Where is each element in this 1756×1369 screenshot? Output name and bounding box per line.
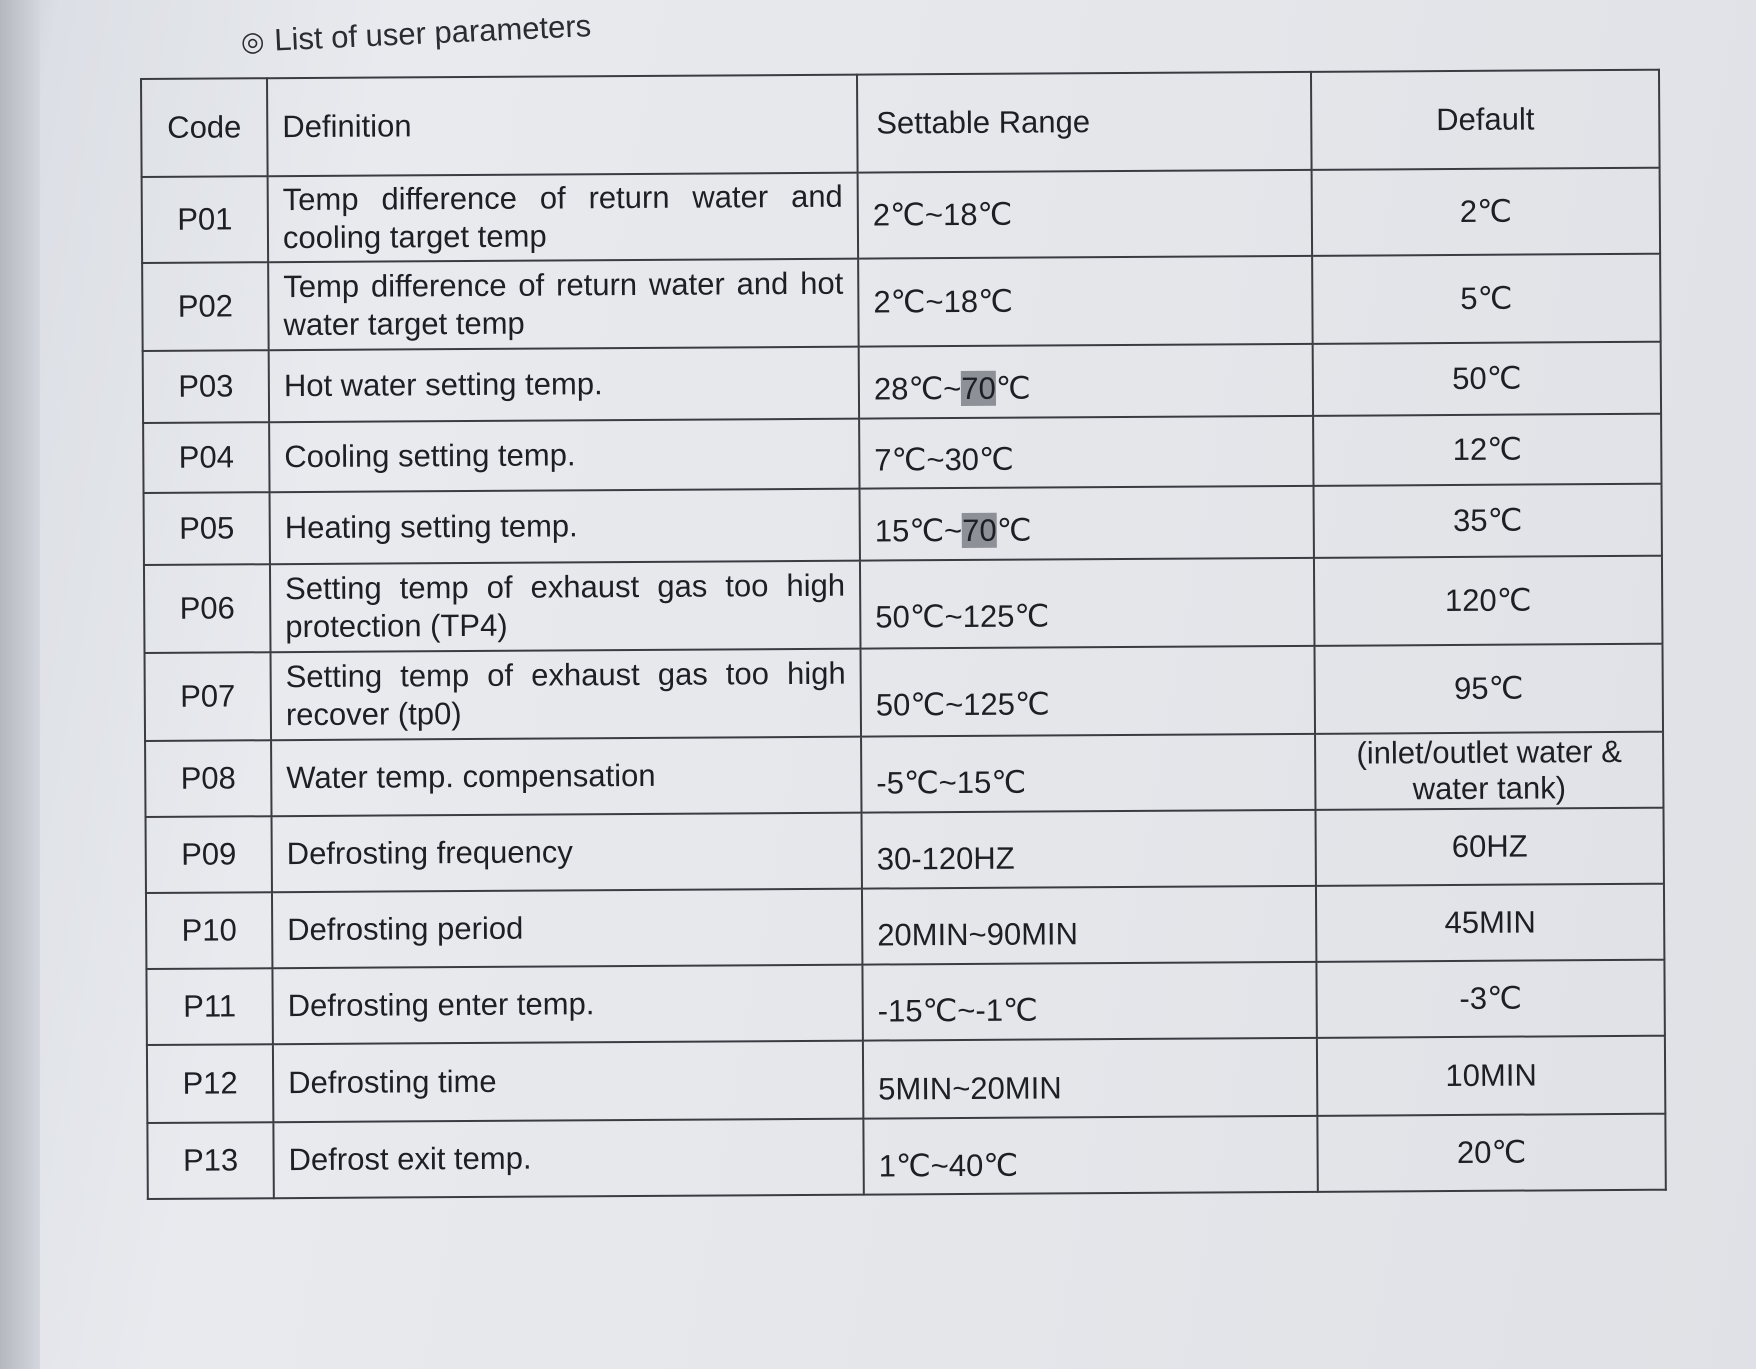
code-cell: P13 [147,1122,273,1199]
definition-cell: Temp difference of return water and cooling target temp [268,173,859,263]
range-unit: ℃ [996,512,1032,548]
definition-cell: Hot water setting temp. [269,347,859,423]
definition-cell: Defrosting frequency [272,813,862,893]
code-cell: P07 [145,652,272,741]
range-cell [859,344,1313,419]
table-row [142,168,1660,263]
definition-cell: Defrosting time [273,1041,863,1123]
code-cell: P03 [143,350,269,423]
user-parameters-table [140,69,1667,1200]
highlighted-value: 70 [962,512,997,548]
range-cell: 50℃~125℃ [860,558,1315,649]
default-cell: 10MIN [1317,1036,1665,1116]
range-text: 28℃~ [873,370,962,407]
code-cell: P01 [142,176,269,263]
default-cell: 12℃ [1313,414,1661,486]
range-cell: 7℃~30℃ [859,416,1313,489]
range-cell [860,486,1314,561]
range-cell: 2℃~18℃ [858,256,1313,347]
table-row [145,732,1663,817]
code-cell: P04 [143,422,269,493]
code-cell: P05 [144,492,270,565]
default-cell: -3℃ [1316,960,1664,1038]
range-cell: -5℃~15℃ [861,734,1315,813]
definition-cell: Defrost exit temp. [273,1119,863,1199]
table-row [145,644,1664,741]
definition-cell: Water temp. compensation [271,737,861,817]
default-cell: 35℃ [1314,484,1662,558]
table-row [143,414,1661,493]
table-row [147,1114,1665,1199]
header-default: Default [1311,70,1660,170]
code-cell: P06 [144,564,271,653]
table-row [142,254,1661,351]
definition-cell: Temp difference of return water and hot water target temp [268,259,859,351]
definition-cell: Defrosting enter temp. [272,965,862,1045]
table-header-row [141,70,1660,177]
section-heading-text: List of user parameters [273,8,592,58]
range-cell: -15℃~-1℃ [862,962,1316,1041]
range-cell: 1℃~40℃ [863,1116,1317,1195]
header-code: Code [141,78,268,177]
range-text: 15℃~ [874,512,963,549]
default-cell: 5℃ [1312,254,1661,344]
parameter-table-container [140,69,1667,1200]
code-cell: P09 [146,816,272,893]
code-cell: P11 [146,968,272,1045]
table-row [144,556,1663,653]
range-cell: 30-120HZ [862,810,1316,889]
definition-cell: Setting temp of exhaust gas too high recover (tp0) [271,649,862,741]
definition-cell: Setting temp of exhaust gas too high protection (TP4) [270,561,861,653]
default-cell: (inlet/outlet water & water tank) [1315,732,1663,810]
default-cell: 50℃ [1313,342,1661,416]
default-cell: 45MIN [1316,884,1664,962]
code-cell: P08 [145,740,271,817]
default-cell: 2℃ [1312,168,1661,256]
code-cell: P10 [146,892,272,969]
range-cell: 2℃~18℃ [858,170,1313,259]
definition-cell: Cooling setting temp. [269,419,859,493]
code-cell: P12 [147,1044,273,1123]
circle-icon: ◎ [240,25,266,57]
table-row [143,342,1661,423]
default-cell: 120℃ [1314,556,1663,646]
table-row [146,808,1664,893]
highlighted-value: 70 [961,370,996,406]
range-unit: ℃ [995,370,1031,406]
default-cell: 60HZ [1315,808,1663,886]
header-definition: Definition [267,75,858,177]
table-row [144,484,1662,565]
range-cell: 50℃~125℃ [860,646,1315,737]
section-heading [240,8,592,60]
default-cell: 95℃ [1314,644,1663,734]
code-cell: P02 [142,262,269,351]
default-cell: 20℃ [1317,1114,1665,1192]
page-edge-shadow [0,0,40,1369]
table-row [146,884,1664,969]
range-cell: 5MIN~20MIN [863,1038,1317,1119]
definition-cell: Heating setting temp. [270,489,860,565]
table-row [147,1036,1665,1123]
header-settable-range: Settable Range [857,72,1312,173]
range-cell: 20MIN~90MIN [862,886,1316,965]
definition-cell: Defrosting period [272,889,862,969]
table-row [146,960,1664,1045]
